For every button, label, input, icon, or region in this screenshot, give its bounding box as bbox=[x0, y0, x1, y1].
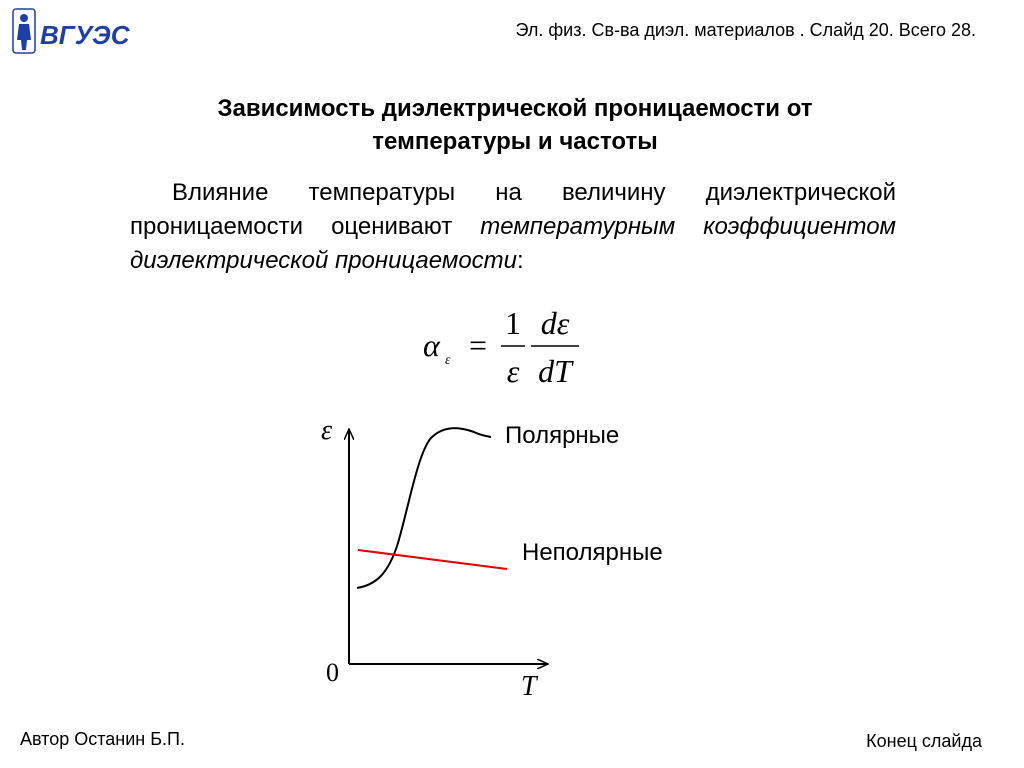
formula-frac1-den: ε bbox=[506, 353, 520, 389]
x-axis-label: T bbox=[521, 671, 537, 702]
formula-equals: = bbox=[469, 327, 488, 363]
formula-frac2-den: dT bbox=[538, 353, 572, 389]
title-line-1: Зависимость диэлектрической проницаемости от bbox=[217, 95, 813, 122]
nonpolar-line bbox=[358, 550, 507, 569]
formula bbox=[415, 298, 595, 398]
formula-frac2-num: dε bbox=[540, 305, 570, 341]
title-line-2: температуры и частоты bbox=[372, 128, 658, 155]
logo-emblem-icon bbox=[13, 9, 35, 53]
slide-info: Эл. физ. Св-ва диэл. материалов . Слайд 20. Всего 28. bbox=[515, 20, 976, 40]
logo-text: ВГУЭС bbox=[40, 20, 130, 50]
origin-label: 0 bbox=[326, 658, 339, 687]
paragraph-italic-term: температурным коэффициентом диэлектрической проницаемости bbox=[130, 213, 897, 274]
end-of-slide-link[interactable]: Конец слайда bbox=[866, 731, 982, 751]
logo bbox=[10, 6, 132, 56]
polar-label: Полярные bbox=[505, 422, 620, 449]
paragraph-plain-text: Влияние температуры на величину диэлектрической проницаемости оценивают bbox=[130, 179, 896, 240]
paragraph-end: : bbox=[517, 247, 524, 274]
y-axis-label: ε bbox=[321, 415, 333, 446]
formula-alpha: α bbox=[423, 327, 440, 363]
slide-title bbox=[100, 92, 930, 158]
author-footer: Автор Останин Б.П. bbox=[20, 729, 185, 749]
temperature-graph bbox=[310, 415, 710, 705]
nonpolar-label: Неполярные bbox=[522, 539, 663, 566]
formula-frac1-num: 1 bbox=[505, 305, 521, 341]
formula-alpha-subscript: ε bbox=[445, 353, 451, 368]
body-paragraph bbox=[130, 176, 896, 278]
